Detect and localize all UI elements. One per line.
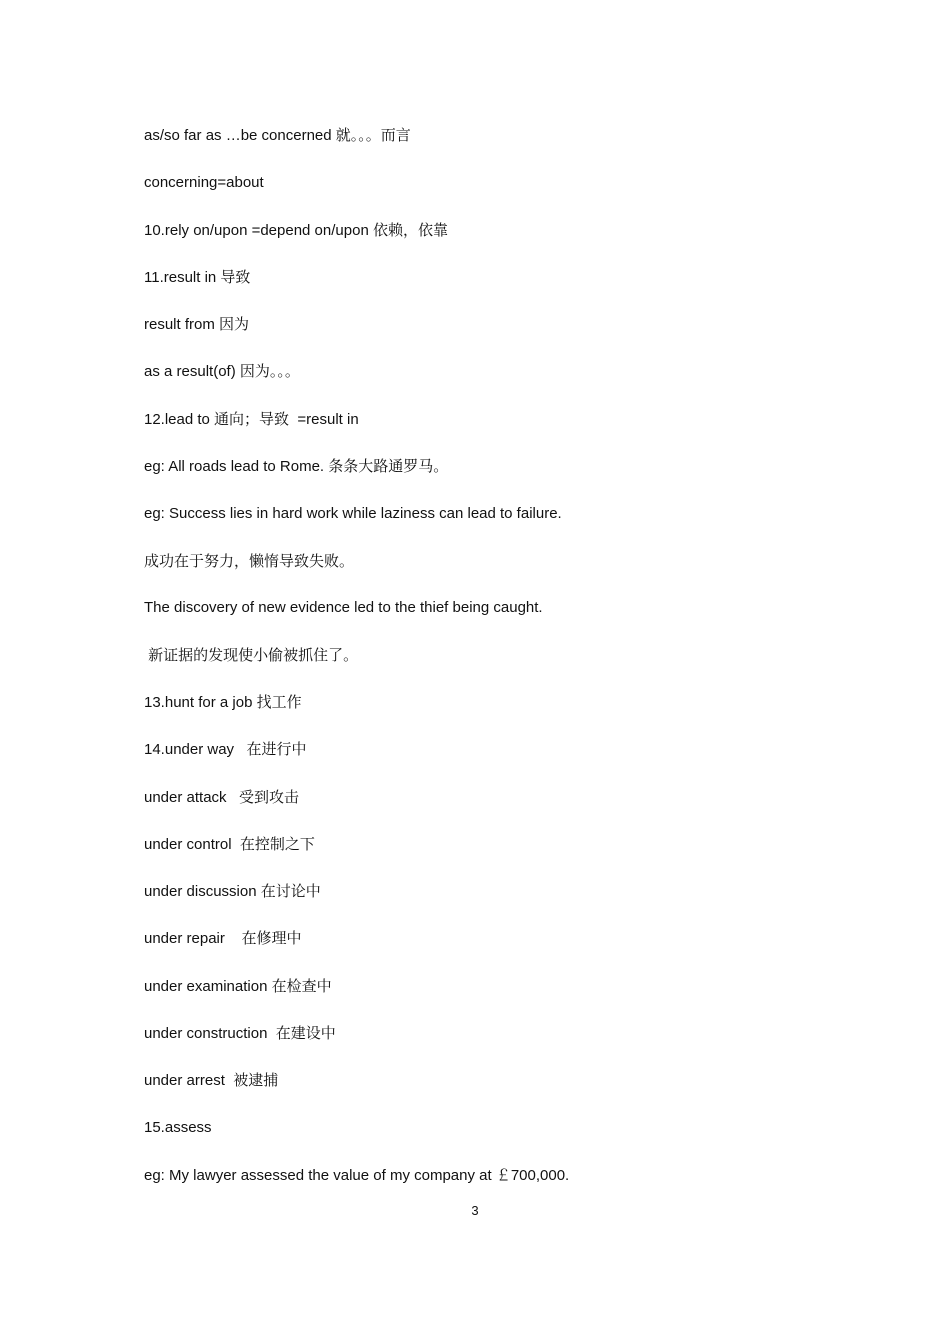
text-line: eg: All roads lead to Rome. 条条大路通罗马。 (144, 458, 449, 475)
text-line: as a result(of) 因为。。。 (144, 363, 300, 380)
text-line: eg: My lawyer assessed the value of my company at ￡700,000. (144, 1167, 570, 1184)
text-line: 15.assess (144, 1119, 212, 1136)
text-line: under repair 在修理中 (144, 930, 302, 947)
text-line: 13.hunt for a job 找工作 (144, 694, 302, 711)
text-line: under discussion 在讨论中 (144, 883, 321, 900)
text-line: The discovery of new evidence led to the thief being caught. (144, 599, 543, 616)
text-line: under attack 受到攻击 (144, 789, 300, 806)
page-number: 3 (471, 1203, 479, 1218)
text-line: under control 在控制之下 (144, 836, 315, 853)
text-line: under arrest 被逮捕 (144, 1072, 279, 1089)
text-line: 新证据的发现使小偷被抓住了。 (144, 647, 359, 664)
text-line: concerning=about (144, 174, 264, 191)
text-line: result from 因为 (144, 316, 250, 333)
text-line: 11.result in 导致 (144, 269, 251, 286)
text-line: eg: Success lies in hard work while laziness can lead to failure. (144, 505, 562, 522)
text-line: under examination 在检查中 (144, 978, 332, 995)
text-line: as/so far as …be concerned 就。。。而言 (144, 127, 411, 144)
text-line: 14.under way 在进行中 (144, 741, 307, 758)
text-line: 成功在于努力，懒惰导致失败。 (144, 553, 355, 570)
text-line: under construction 在建设中 (144, 1025, 336, 1042)
text-line: 10.rely on/upon =depend on/upon 依赖，依靠 (144, 222, 448, 239)
text-line: 12.lead to 通向；导致 =result in (144, 411, 359, 428)
